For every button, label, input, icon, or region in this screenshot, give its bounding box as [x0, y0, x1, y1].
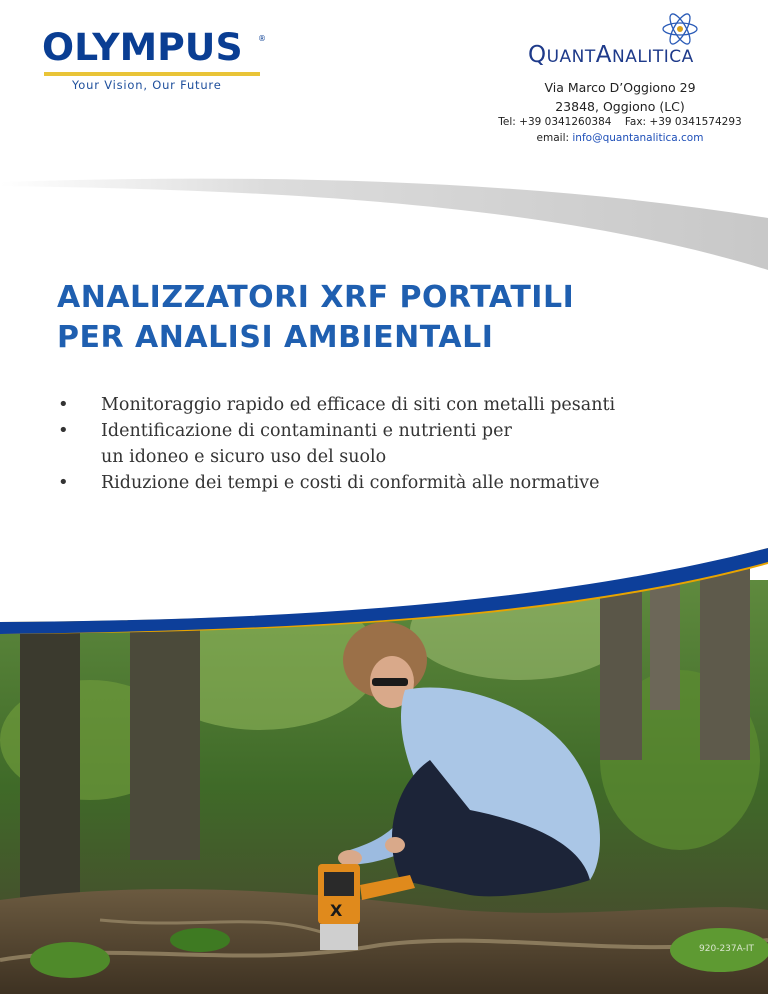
- qa-cap-a: A: [595, 42, 613, 68]
- address-street: Via Marco D’Oggiono 29: [544, 80, 696, 95]
- bullet-icon: •: [58, 394, 69, 415]
- olympus-tagline: Your Vision, Our Future: [72, 78, 222, 92]
- qa-cap-q: Q: [528, 42, 547, 68]
- bullet-icon: •: [58, 420, 69, 441]
- title-line-2: PER ANALISI AMBIENTALI: [57, 320, 494, 355]
- device-x-label: X: [330, 901, 343, 920]
- list-item-text: Riduzione dei tempi e costi di conformità alle normative: [101, 473, 600, 493]
- grey-swoosh-decoration: [0, 160, 768, 280]
- list-item: [58, 392, 738, 418]
- list-item-text: Identificazione di contaminanti e nutrienti per: [101, 421, 512, 441]
- email-line: [470, 130, 768, 146]
- email-link[interactable]: info@quantanalitica.com: [572, 132, 704, 144]
- list-item-text-continued: un idoneo e sicuro uso del suolo: [101, 447, 387, 467]
- feature-list: [58, 392, 738, 496]
- qa-nalitica: NALITICA: [612, 47, 694, 67]
- atom-icon: [660, 12, 700, 46]
- olympus-wordmark: OLYMPUS: [42, 26, 243, 69]
- list-item: [58, 470, 738, 496]
- fax-number: Fax: +39 0341574293: [624, 116, 742, 128]
- page-title: [57, 278, 574, 358]
- quantanalitica-logo: [520, 12, 750, 68]
- olympus-logo: [42, 28, 272, 98]
- phone-number: Tel: +39 0341260384: [498, 116, 612, 128]
- phone-fax-line: [470, 114, 768, 130]
- email-label: email:: [536, 132, 570, 144]
- document-number: 920-237A-IT: [699, 944, 754, 954]
- list-item: [58, 418, 738, 470]
- registered-mark: ®: [258, 34, 266, 43]
- company-address: [520, 78, 720, 116]
- quantanalitica-wordmark: [528, 42, 694, 68]
- title-line-1: ANALIZZATORI XRF PORTATILI: [57, 280, 575, 315]
- company-contacts: [470, 114, 768, 146]
- olympus-gold-bar: [44, 72, 260, 76]
- list-item-text: Monitoraggio rapido ed efficace di siti con metalli pesanti: [101, 395, 616, 415]
- address-city: 23848, Oggiono (LC): [555, 99, 685, 114]
- forest-photo: [0, 540, 768, 994]
- bullet-icon: •: [58, 472, 69, 493]
- qa-uant: UANT: [546, 47, 596, 67]
